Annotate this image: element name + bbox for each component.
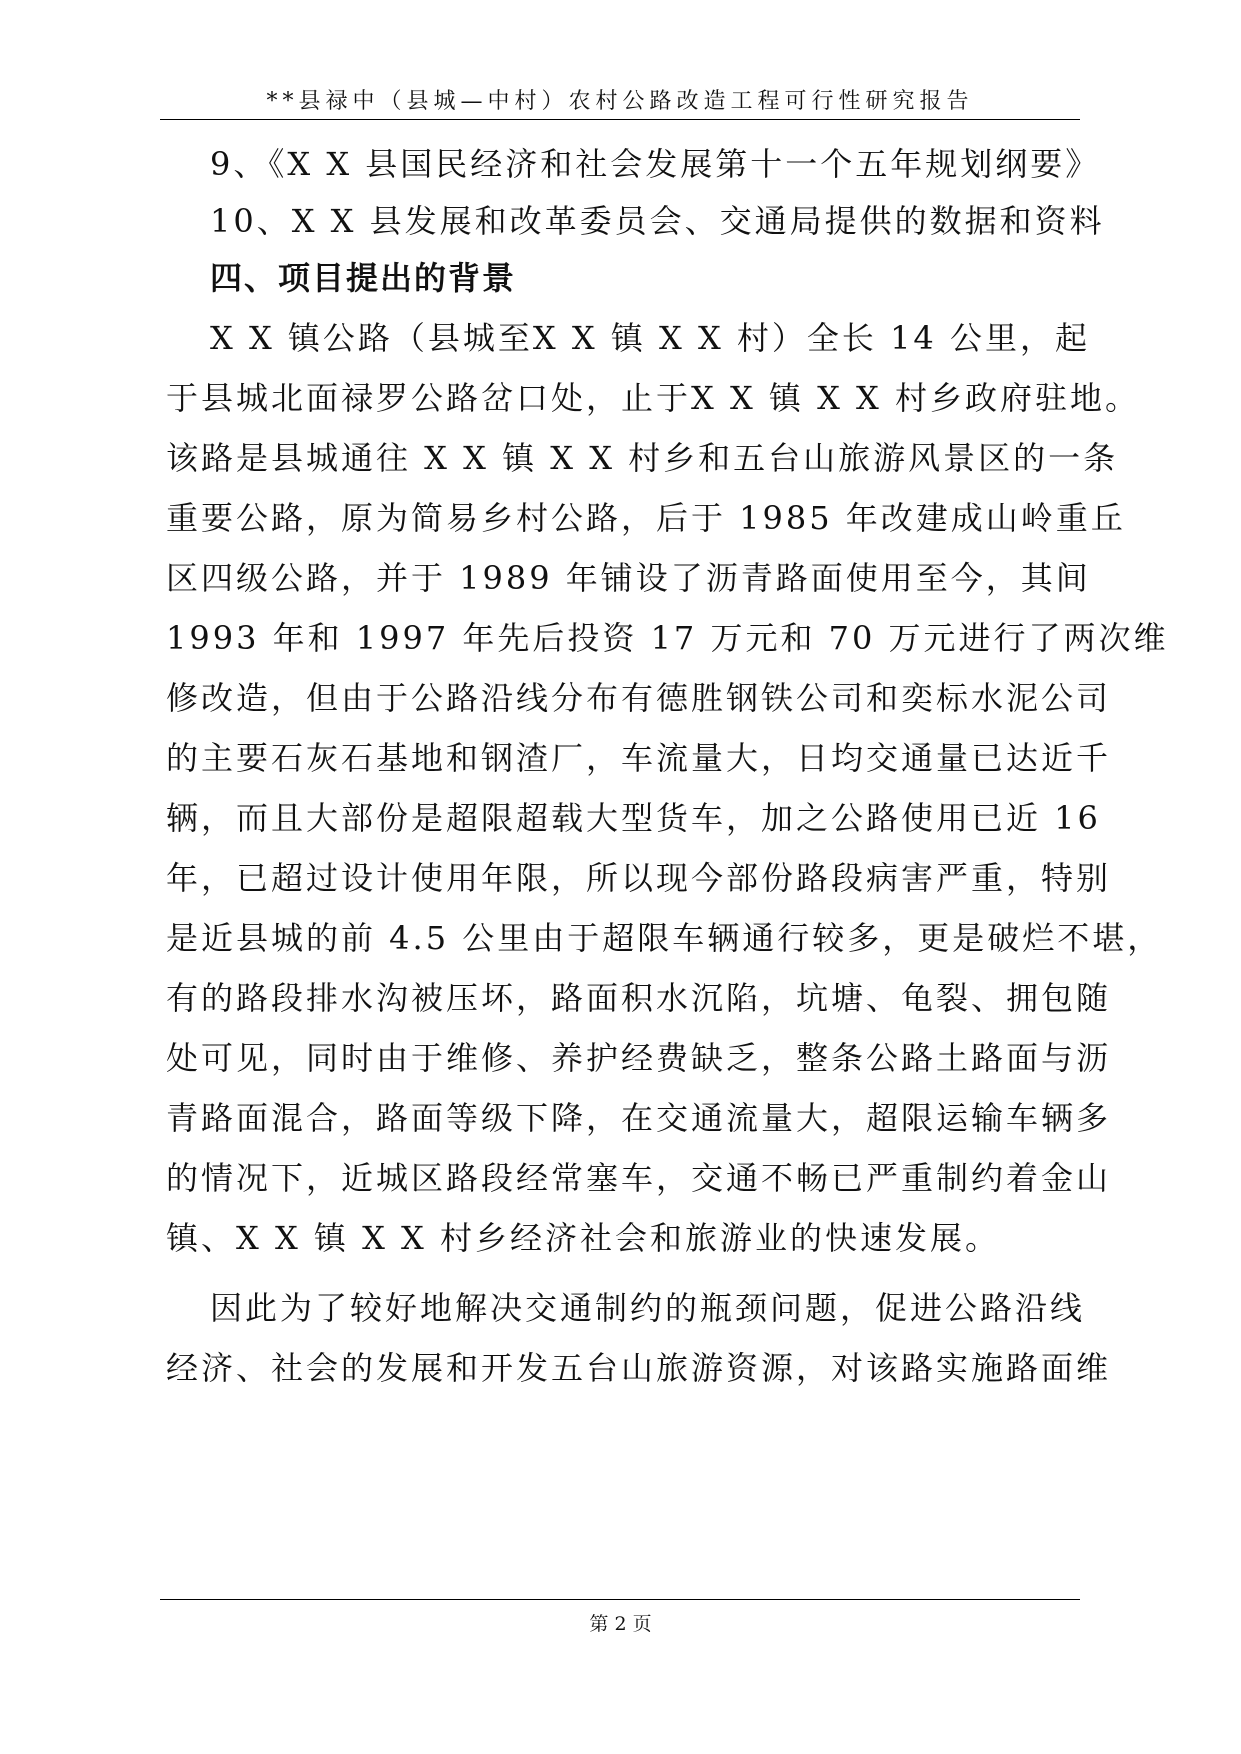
paragraph-line: 是近县城的前 4.5 公里由于超限车辆通行较多，更是破烂不堪， [166,919,1163,957]
paragraph-line: 镇、X X 镇 X X 村乡经济社会和旅游业的快速发展。 [166,1219,1000,1257]
list-item-reference-10: 10、X X 县发展和改革委员会、交通局提供的数据和资料 [210,202,1105,240]
paragraph-line: 重要公路，原为简易乡村公路，后于 1985 年改建成山岭重丘 [166,499,1126,537]
section-heading: 四、项目提出的背景 [210,259,517,297]
paragraph-line: 修改造，但由于公路沿线分布有德胜钢铁公司和奕标水泥公司 [166,679,1112,717]
paragraph-line: 的主要石灰石基地和钢渣厂，车流量大，日均交通量已达近千 [166,739,1112,777]
header-title: **县禄中（县城—中村）农村公路改造工程可行性研究报告 [266,89,974,114]
paragraph-line: 该路是县城通往 X X 镇 X X 村乡和五台山旅游风景区的一条 [166,439,1119,477]
paragraph-line: X X 镇公路（县城至X X 镇 X X 村）全长 14 公里，起 [210,319,1090,357]
paragraph-line: 1993 年和 1997 年先后投资 17 万元和 70 万元进行了两次维 [166,619,1169,657]
paragraph-line: 年，已超过设计使用年限，所以现今部份路段病害严重，特别 [166,859,1112,897]
paragraph-line: 区四级公路，并于 1989 年铺设了沥青路面使用至今，其间 [166,559,1091,597]
paragraph-line: 经济、社会的发展和开发五台山旅游资源，对该路实施路面维 [166,1349,1112,1387]
paragraph-line: 青路面混合，路面等级下降，在交通流量大，超限运输车辆多 [166,1099,1112,1137]
list-item-reference-9: 9、《X X 县国民经济和社会发展第十一个五年规划纲要》 [210,145,1101,183]
paragraph-line: 有的路段排水沟被压坏，路面积水沉陷，坑塘、龟裂、拥包随 [166,979,1112,1017]
footer-divider [160,1599,1080,1600]
paragraph-line: 于县城北面禄罗公路岔口处，止于X X 镇 X X 村乡政府驻地。 [166,379,1140,417]
header-divider [160,119,1080,120]
paragraph-line: 的情况下，近城区路段经常塞车，交通不畅已严重制约着金山 [166,1159,1112,1197]
paragraph-line: 辆，而且大部份是超限超载大型货车，加之公路使用已近 16 [166,799,1101,837]
paragraph-line: 处可见，同时由于维修、养护经费缺乏，整条公路土路面与沥 [166,1039,1112,1077]
paragraph-line: 因此为了较好地解决交通制约的瓶颈问题，促进公路沿线 [210,1289,1086,1327]
page-number: 第 2 页 [589,1613,652,1635]
